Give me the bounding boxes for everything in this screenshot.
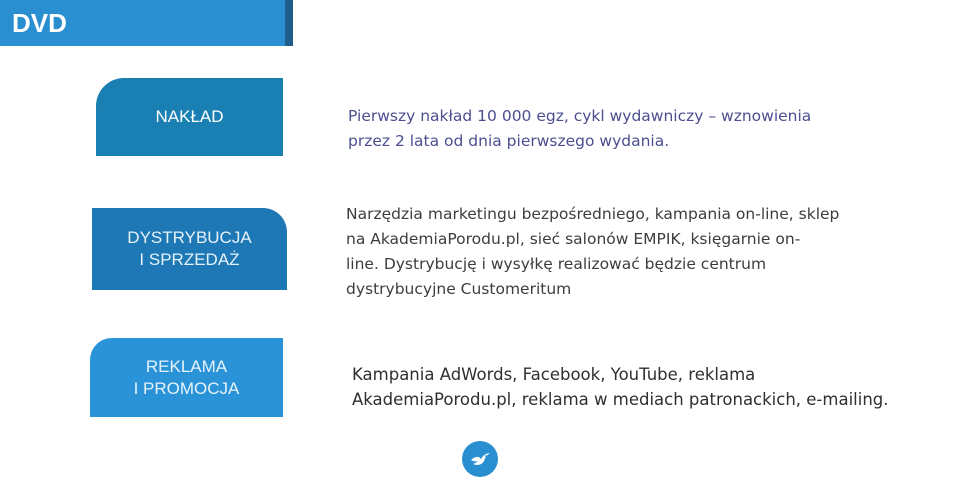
dystrybucja-label: DYSTRYBUCJA <box>127 228 252 247</box>
naklad-label-box <box>96 78 283 156</box>
dystrybucja-text-line: line. Dystrybucję i wysyłkę realizować będzie centrum <box>346 255 767 273</box>
header-edge <box>285 0 293 46</box>
reklama-text-line: Kampania AdWords, Facebook, YouTube, reklama <box>352 365 756 384</box>
reklama-text-line: AkademiaPorodu.pl, reklama w mediach patronackich, e-mailing. <box>352 390 889 409</box>
dystrybucja-text-line: dystrybucyjne Customeritum <box>346 280 572 298</box>
naklad-text-line: przez 2 lata od dnia pierwszego wydania. <box>348 132 670 150</box>
naklad-label: NAKŁAD <box>155 107 224 126</box>
naklad-text-line: Pierwszy nakład 10 000 egz, cykl wydawniczy – wznowienia <box>348 107 812 125</box>
dystrybucja-text <box>346 202 906 302</box>
dystrybucja-text-line: na AkademiaPorodu.pl, sieć salonów EMPIK, księgarnie on- <box>346 230 801 248</box>
naklad-text <box>348 104 908 154</box>
logo <box>462 441 498 477</box>
dystrybucja-text-line: Narzędzia marketingu bezpośredniego, kampania on-line, sklep <box>346 205 840 223</box>
dystrybucja-label-box <box>92 208 287 290</box>
reklama-label: I PROMOCJA <box>133 378 240 398</box>
reklama-text <box>352 362 942 412</box>
page-title: DVD <box>12 8 67 38</box>
reklama-label-box <box>90 338 283 417</box>
dystrybucja-label: I SPRZEDAŻ <box>139 250 240 269</box>
reklama-label: REKLAMA <box>145 356 228 376</box>
bird-icon <box>468 447 492 471</box>
